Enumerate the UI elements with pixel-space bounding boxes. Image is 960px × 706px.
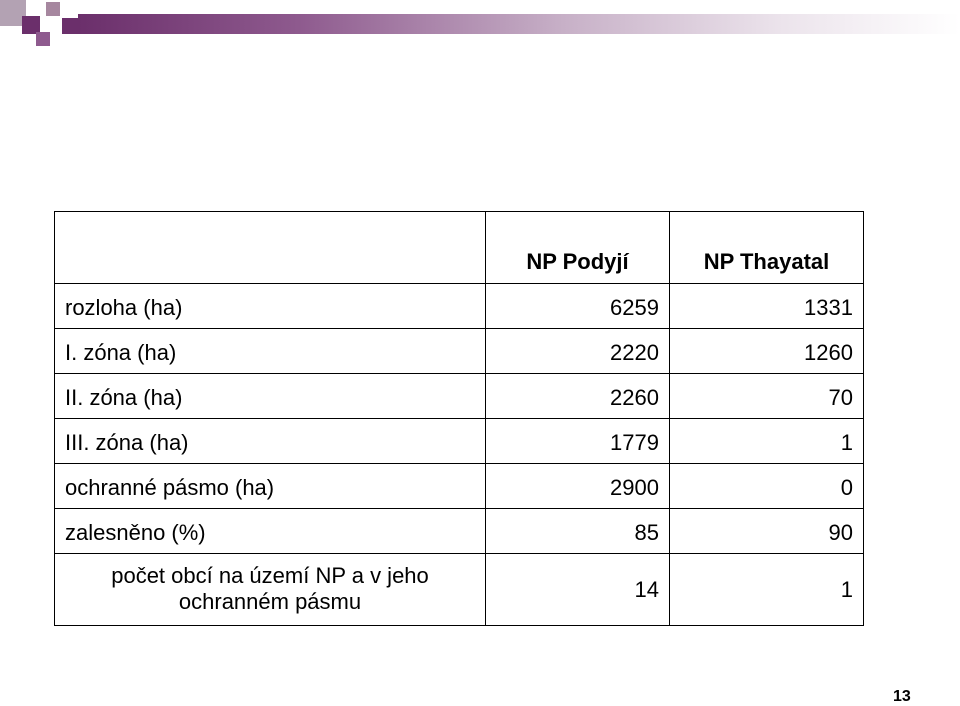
- row-label: I. zóna (ha): [55, 329, 486, 374]
- value-podyji: 14: [486, 554, 670, 626]
- row-label: zalesněno (%): [55, 509, 486, 554]
- decorative-square: [46, 2, 60, 16]
- value-podyji: 2220: [486, 329, 670, 374]
- header-decoration: [0, 0, 960, 60]
- value-podyji: 1779: [486, 419, 670, 464]
- value-thayatal: 70: [670, 374, 864, 419]
- value-thayatal: 1260: [670, 329, 864, 374]
- row-label-line: ochranném pásmu: [178, 588, 362, 614]
- value-thayatal: 1: [670, 419, 864, 464]
- value-thayatal: 90: [670, 509, 864, 554]
- row-label: rozloha (ha): [55, 284, 486, 329]
- header-cell-np-thayatal: NP Thayatal: [670, 212, 864, 284]
- comparison-table: [54, 211, 864, 626]
- value-podyji: 2260: [486, 374, 670, 419]
- row-label-line: počet obcí na území NP a v jeho: [111, 562, 429, 588]
- value-thayatal: 1: [670, 554, 864, 626]
- table-row: [55, 464, 864, 509]
- row-label: II. zóna (ha): [55, 374, 486, 419]
- page-number: 13: [893, 688, 911, 705]
- value-podyji: 6259: [486, 284, 670, 329]
- row-label: [55, 554, 486, 626]
- decorative-square: [62, 18, 78, 34]
- header-gradient-bar: [78, 14, 960, 34]
- value-podyji: 2900: [486, 464, 670, 509]
- decorative-square: [36, 32, 50, 46]
- row-label: III. zóna (ha): [55, 419, 486, 464]
- table-row: [55, 554, 864, 626]
- value-podyji: 85: [486, 509, 670, 554]
- row-label: ochranné pásmo (ha): [55, 464, 486, 509]
- table-row: [55, 284, 864, 329]
- header-cell-np-podyji: NP Podyjí: [486, 212, 670, 284]
- header-cell-empty: [55, 212, 486, 284]
- table-row: [55, 329, 864, 374]
- table-header-row: [55, 212, 864, 284]
- table-row: [55, 509, 864, 554]
- value-thayatal: 1331: [670, 284, 864, 329]
- table-row: [55, 374, 864, 419]
- value-thayatal: 0: [670, 464, 864, 509]
- table-row: [55, 419, 864, 464]
